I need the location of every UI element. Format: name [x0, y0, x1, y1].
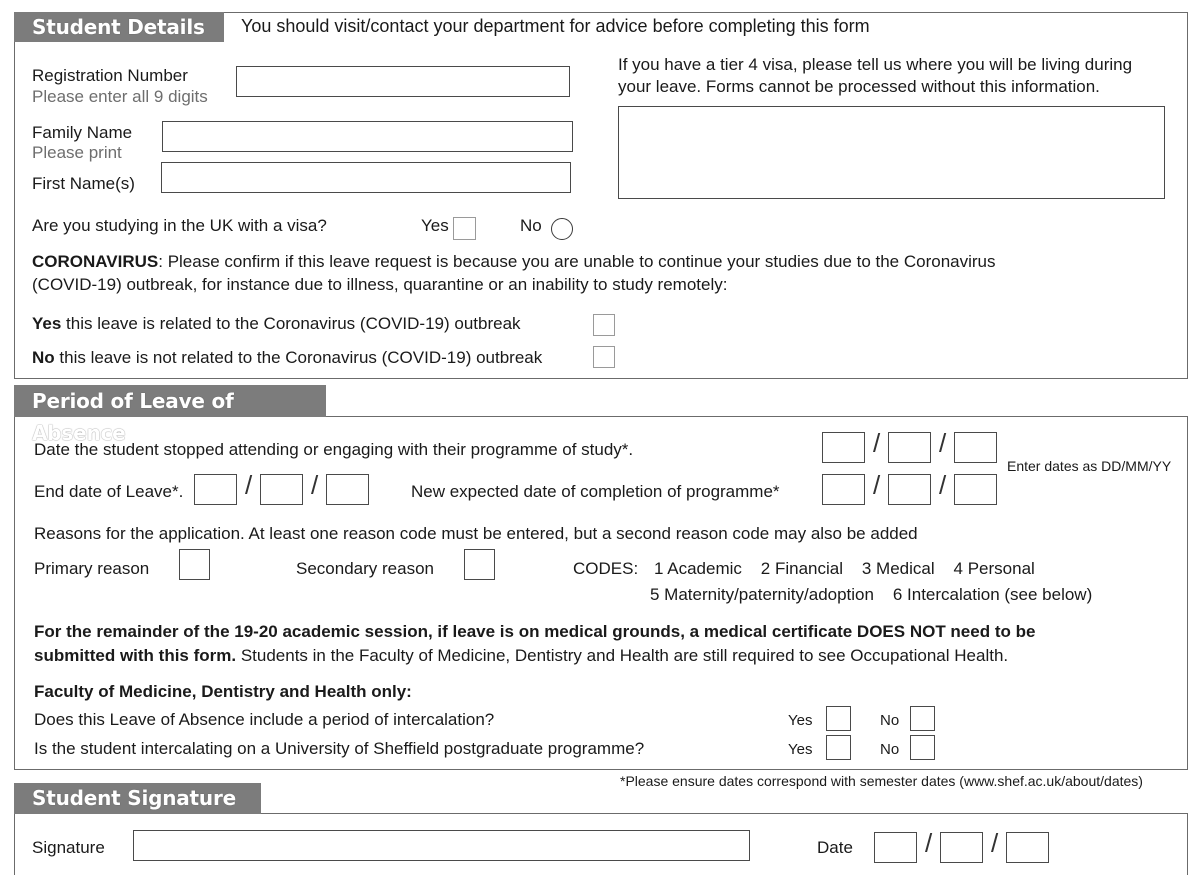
date-format-note: Enter dates as DD/MM/YY [1007, 458, 1172, 474]
visa-no-radio[interactable] [551, 218, 573, 240]
registration-number-input[interactable] [236, 66, 570, 97]
period-header: Period of Leave of Absence [14, 385, 326, 417]
medical-note-rest: Students in the Faculty of Medicine, Dentistry and Health are still required to see Occupational Health. [236, 646, 1009, 665]
date-separator: / [311, 470, 319, 500]
codes-label: CODES: [573, 559, 639, 578]
date-separator: / [939, 470, 947, 500]
stopped-day-input[interactable] [822, 432, 865, 463]
corona-yes-text: this leave is related to the Coronavirus (COVID-19) outbreak [61, 314, 521, 333]
end-year-input[interactable] [326, 474, 369, 505]
first-name-label: First Name(s) [32, 174, 135, 193]
visa-question: Are you studying in the UK with a visa? [32, 216, 327, 235]
primary-reason-label: Primary reason [34, 559, 150, 578]
signature-label: Signature [32, 838, 105, 857]
intercalation-q1-yes-checkbox[interactable] [826, 706, 851, 731]
intercalation-q2-yes-label: Yes [788, 741, 813, 758]
visa-note-line1: If you have a tier 4 visa, please tell us where you will be living during [618, 55, 1133, 74]
corona-yes-checkbox[interactable] [593, 314, 615, 336]
medical-note-line2 [34, 646, 1008, 666]
registration-hint: Please enter all 9 digits [32, 87, 208, 106]
intercalation-q2-no-label: No [880, 741, 900, 758]
codes-line1: 1 Academic 2 Financial 3 Medical 4 Personal [654, 559, 1035, 578]
primary-reason-input[interactable] [179, 549, 210, 580]
end-month-input[interactable] [260, 474, 303, 505]
semester-note: *Please ensure dates correspond with semester dates (www.shef.ac.uk/about/dates) [620, 773, 1143, 789]
date-separator: / [873, 428, 881, 458]
intercalation-q1-yes-label: Yes [788, 712, 813, 729]
coronavirus-line2: (COVID-19) outbreak, for instance due to illness, quarantine or an inability to study remotely: [32, 275, 728, 294]
reasons-intro: Reasons for the application. At least one reason code must be entered, but a second reason code may also be added [34, 524, 918, 543]
date-separator: / [873, 470, 881, 500]
signature-year-input[interactable] [1006, 832, 1049, 863]
coronavirus-text: : Please confirm if this leave request is because you are unable to continue your studies due to the Coronavirus [158, 252, 996, 271]
signature-input[interactable] [133, 830, 750, 861]
faculty-heading: Faculty of Medicine, Dentistry and Health only: [34, 682, 412, 701]
corona-yes-bold: Yes [32, 314, 62, 333]
medical-note-line1: For the remainder of the 19-20 academic session, if leave is on medical grounds, a medical certificate DOES NOT need to be [34, 622, 1036, 641]
completion-month-input[interactable] [888, 474, 931, 505]
student-details-header: Student Details [14, 12, 224, 42]
corona-no-bold: No [32, 348, 55, 367]
completion-year-input[interactable] [954, 474, 997, 505]
visa-no-label: No [520, 216, 542, 235]
intercalation-q2-no-checkbox[interactable] [910, 735, 935, 760]
end-date-label: End date of Leave*. [34, 482, 184, 501]
first-name-input[interactable] [161, 162, 571, 193]
secondary-reason-input[interactable] [464, 549, 495, 580]
intercalation-q1-no-label: No [880, 712, 900, 729]
stopped-month-input[interactable] [888, 432, 931, 463]
registration-label: Registration Number [32, 66, 188, 85]
date-separator: / [245, 470, 253, 500]
date-separator: / [991, 828, 999, 858]
intercalation-question-2: Is the student intercalating on a University of Sheffield postgraduate programme? [34, 739, 645, 758]
coronavirus-heading: CORONAVIRUS [32, 252, 159, 271]
date-separator: / [925, 828, 933, 858]
corona-yes-option [32, 314, 521, 334]
completion-date-label: New expected date of completion of programme* [411, 482, 780, 501]
signature-header: Student Signature [14, 783, 261, 814]
intercalation-q2-yes-checkbox[interactable] [826, 735, 851, 760]
family-name-input[interactable] [162, 121, 573, 152]
completion-day-input[interactable] [822, 474, 865, 505]
intercalation-q1-no-checkbox[interactable] [910, 706, 935, 731]
family-name-label: Family Name [32, 123, 133, 142]
stopped-year-input[interactable] [954, 432, 997, 463]
signature-date-label: Date [817, 838, 853, 857]
family-name-hint: Please print [32, 143, 122, 162]
codes-line2: 5 Maternity/paternity/adoption 6 Intercalation (see below) [650, 585, 1093, 604]
end-day-input[interactable] [194, 474, 237, 505]
corona-no-checkbox[interactable] [593, 346, 615, 368]
coronavirus-line1 [32, 252, 996, 272]
visa-note-line2: your leave. Forms cannot be processed without this information. [618, 77, 1100, 96]
date-separator: / [939, 428, 947, 458]
secondary-reason-label: Secondary reason [296, 559, 434, 578]
signature-month-input[interactable] [940, 832, 983, 863]
intercalation-question-1: Does this Leave of Absence include a period of intercalation? [34, 710, 495, 729]
advice-text: You should visit/contact your department for advice before completing this form [241, 16, 870, 36]
visa-yes-label: Yes [421, 216, 449, 235]
signature-day-input[interactable] [874, 832, 917, 863]
visa-yes-checkbox[interactable] [453, 217, 476, 240]
medical-note-bold: submitted with this form. [34, 646, 237, 665]
stopped-date-label: Date the student stopped attending or engaging with their programme of study*. [34, 440, 634, 459]
corona-no-option [32, 348, 542, 368]
visa-address-textarea[interactable] [618, 106, 1165, 199]
corona-no-text: this leave is not related to the Coronavirus (COVID-19) outbreak [54, 348, 543, 367]
